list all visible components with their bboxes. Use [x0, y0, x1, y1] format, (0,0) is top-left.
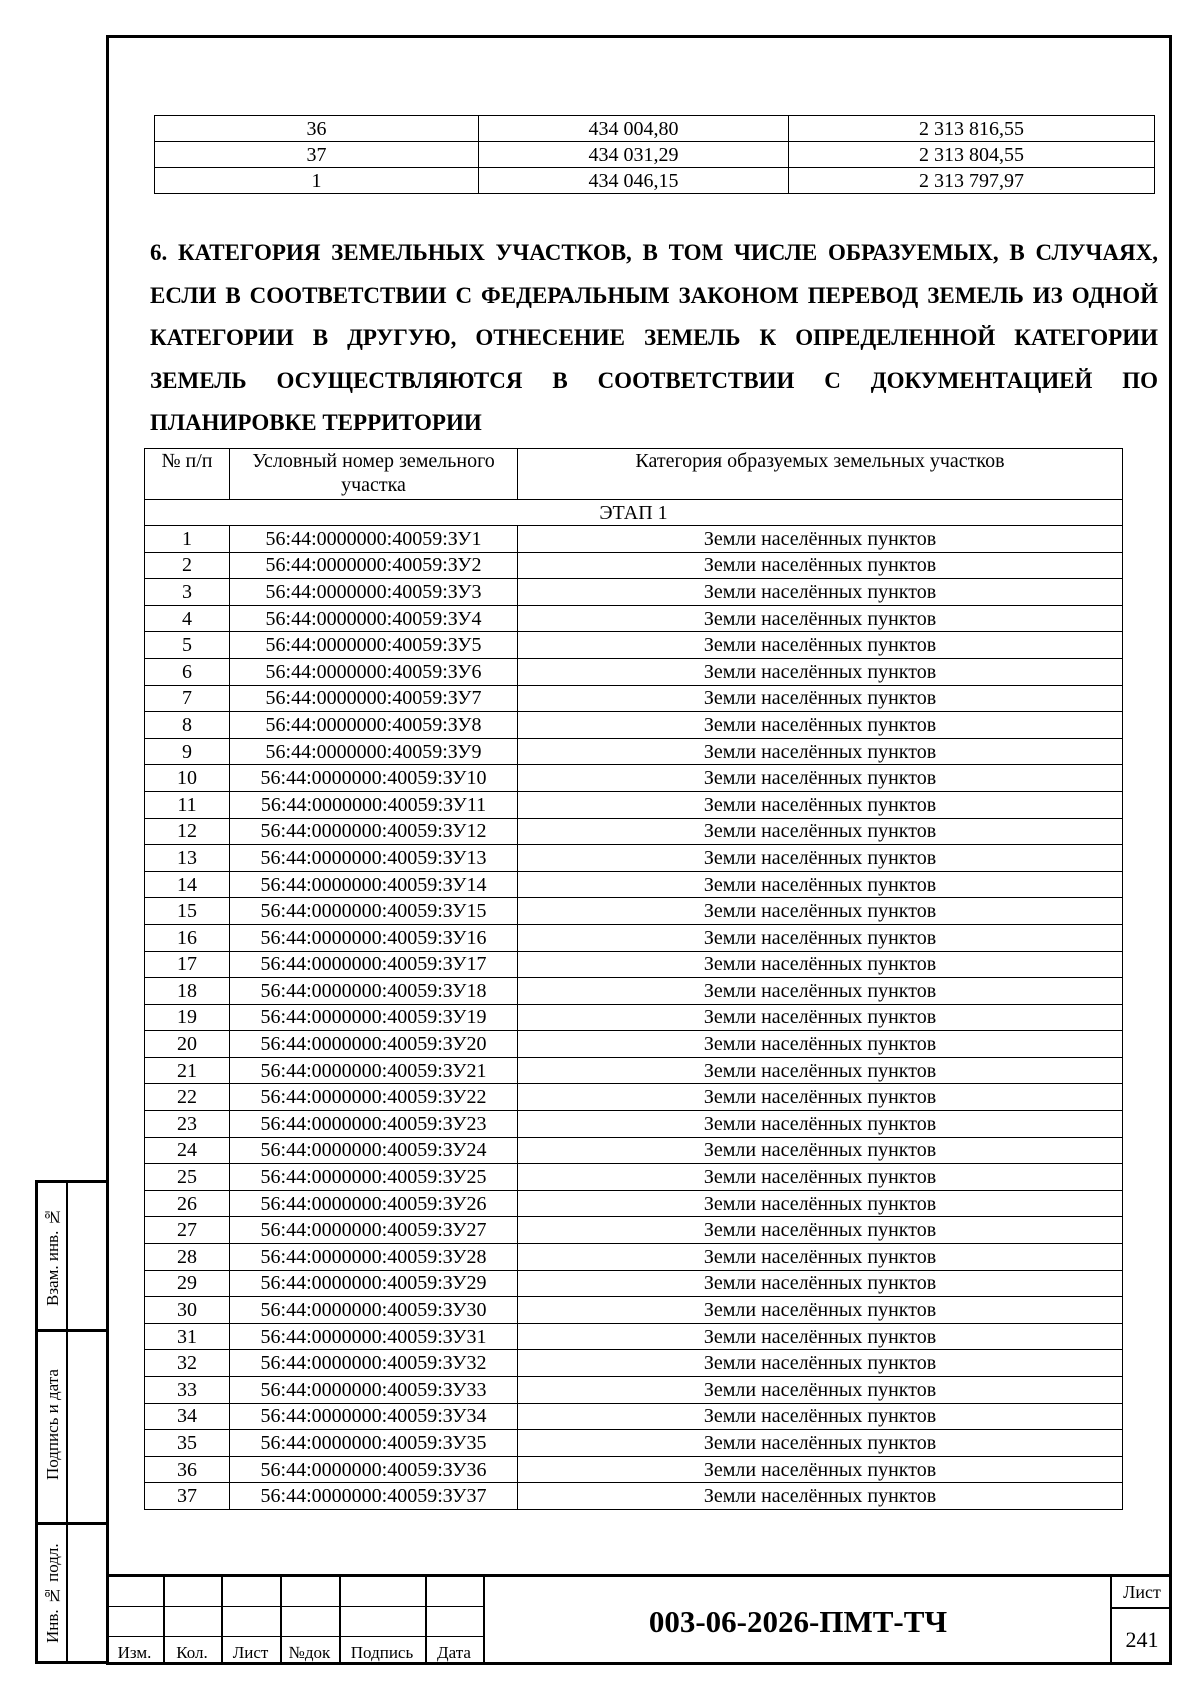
table-row	[145, 1244, 1123, 1271]
row-number: 2	[145, 552, 230, 579]
plot-id: 56:44:0000000:40059:ЗУ30	[230, 1297, 518, 1324]
plot-id: 56:44:0000000:40059:ЗУ21	[230, 1057, 518, 1084]
table-row	[145, 1137, 1123, 1164]
plot-id: 56:44:0000000:40059:ЗУ20	[230, 1031, 518, 1058]
table-row	[145, 1377, 1123, 1404]
plot-category: Земли населённых пунктов	[518, 1430, 1123, 1457]
plot-category: Земли населённых пунктов	[518, 871, 1123, 898]
row-number: 19	[145, 1004, 230, 1031]
row-number: 9	[145, 738, 230, 765]
row-number: 31	[145, 1323, 230, 1350]
plot-id: 56:44:0000000:40059:ЗУ16	[230, 924, 518, 951]
table-row	[145, 526, 1123, 553]
coordinates-table	[154, 115, 1155, 194]
row-number: 27	[145, 1217, 230, 1244]
table-row	[145, 1004, 1123, 1031]
col-date: Дата	[437, 1643, 471, 1662]
plot-category: Земли населённых пунктов	[518, 951, 1123, 978]
plot-id: 56:44:0000000:40059:ЗУ27	[230, 1217, 518, 1244]
plot-id: 56:44:0000000:40059:ЗУ22	[230, 1084, 518, 1111]
side-stamp-separator	[38, 1522, 109, 1525]
plot-category: Земли населённых пунктов	[518, 526, 1123, 553]
col-quantity: Кол.	[176, 1643, 208, 1662]
row-number: 8	[145, 712, 230, 739]
sheet-box-line	[1110, 1607, 1172, 1609]
coord-row	[155, 116, 1155, 142]
coord-x: 434 031,29	[479, 142, 789, 168]
document-code: 003-06-2026-ПМТ-ТЧ	[648, 1604, 948, 1639]
plot-category: Земли населённых пунктов	[518, 738, 1123, 765]
plot-category: Земли населённых пунктов	[518, 1377, 1123, 1404]
plot-id: 56:44:0000000:40059:ЗУ36	[230, 1456, 518, 1483]
table-row	[145, 1084, 1123, 1111]
plot-category: Земли населённых пунктов	[518, 1244, 1123, 1271]
table-row	[145, 579, 1123, 606]
table-row	[145, 818, 1123, 845]
row-number: 12	[145, 818, 230, 845]
plot-id: 56:44:0000000:40059:ЗУ5	[230, 632, 518, 659]
table-row	[145, 1430, 1123, 1457]
row-number: 23	[145, 1111, 230, 1138]
plot-id: 56:44:0000000:40059:ЗУ9	[230, 738, 518, 765]
plot-category: Земли населённых пунктов	[518, 1403, 1123, 1430]
table-row	[145, 951, 1123, 978]
coord-x: 434 004,80	[479, 116, 789, 142]
table-row	[145, 1190, 1123, 1217]
plot-category: Земли населённых пунктов	[518, 1164, 1123, 1191]
section-heading: 6. КАТЕГОРИЯ ЗЕМЕЛЬНЫХ УЧАСТКОВ, В ТОМ ЧИСЛЕ ОБРАЗУЕМЫХ, В СЛУЧАЯХ, ЕСЛИ В СООТВЕТСТВИИ С ФЕДЕРАЛЬНЫМ ЗАКОНОМ ПЕРЕВОД ЗЕМЕЛЬ ИЗ ОДНОЙ КАТЕГОРИИ В ДРУГУЮ, ОТНЕСЕНИЕ ЗЕМЕЛЬ К ОПРЕДЕЛЕННОЙ КАТЕГОРИИ ЗЕМЕЛЬ ОСУЩЕСТВЛЯЮТСЯ В СООТВЕТСТВИИ С ДОКУМЕНТАЦИЕЙ ПО ПЛАНИРОВКЕ ТЕРРИТОРИИ	[150, 240, 1158, 435]
row-number: 17	[145, 951, 230, 978]
plot-category: Земли населённых пунктов	[518, 791, 1123, 818]
plot-category: Земли населённых пунктов	[518, 924, 1123, 951]
plot-category: Земли населённых пунктов	[518, 818, 1123, 845]
title-block	[106, 1574, 1172, 1665]
row-number: 24	[145, 1137, 230, 1164]
row-number: 33	[145, 1377, 230, 1404]
row-number: 16	[145, 924, 230, 951]
row-number: 1	[145, 526, 230, 553]
table-row	[145, 898, 1123, 925]
row-number: 32	[145, 1350, 230, 1377]
row-number: 15	[145, 898, 230, 925]
plot-category: Земли населённых пунктов	[518, 1483, 1123, 1510]
coord-y: 2 313 816,55	[789, 116, 1155, 142]
row-number: 29	[145, 1270, 230, 1297]
row-number: 11	[145, 791, 230, 818]
row-number: 14	[145, 871, 230, 898]
row-number: 22	[145, 1084, 230, 1111]
plot-id: 56:44:0000000:40059:ЗУ8	[230, 712, 518, 739]
plot-id: 56:44:0000000:40059:ЗУ14	[230, 871, 518, 898]
row-number: 6	[145, 658, 230, 685]
table-row	[145, 712, 1123, 739]
plot-id: 56:44:0000000:40059:ЗУ19	[230, 1004, 518, 1031]
stage-row	[145, 500, 1123, 526]
table-row	[145, 658, 1123, 685]
table-row	[145, 924, 1123, 951]
row-number: 5	[145, 632, 230, 659]
plot-category: Земли населённых пунктов	[518, 1057, 1123, 1084]
table-row	[145, 1111, 1123, 1138]
table-row	[145, 1270, 1123, 1297]
table-row	[145, 1164, 1123, 1191]
plot-id: 56:44:0000000:40059:ЗУ33	[230, 1377, 518, 1404]
plot-id: 56:44:0000000:40059:ЗУ28	[230, 1244, 518, 1271]
header-plot-id: Условный номер земельного участка	[230, 449, 518, 500]
table-row	[145, 978, 1123, 1005]
plot-id: 56:44:0000000:40059:ЗУ26	[230, 1190, 518, 1217]
plot-id: 56:44:0000000:40059:ЗУ10	[230, 765, 518, 792]
table-row	[145, 1483, 1123, 1510]
title-block-col-line	[483, 1577, 485, 1665]
table-row	[145, 1456, 1123, 1483]
plot-id: 56:44:0000000:40059:ЗУ2	[230, 552, 518, 579]
plot-category: Земли населённых пунктов	[518, 685, 1123, 712]
table-row	[145, 765, 1123, 792]
coord-y: 2 313 804,55	[789, 142, 1155, 168]
col-sheet: Лист	[232, 1643, 269, 1662]
table-row	[145, 738, 1123, 765]
coord-row	[155, 168, 1155, 194]
plot-category: Земли населённых пунктов	[518, 898, 1123, 925]
plot-category: Земли населённых пунктов	[518, 1350, 1123, 1377]
plot-category: Земли населённых пунктов	[518, 712, 1123, 739]
row-number: 18	[145, 978, 230, 1005]
plot-id: 56:44:0000000:40059:ЗУ1	[230, 526, 518, 553]
row-number: 30	[145, 1297, 230, 1324]
land-plots-table	[144, 448, 1123, 1510]
header-category: Категория образуемых земельных участков	[518, 449, 1123, 500]
sheet-number: 241	[1125, 1627, 1159, 1652]
side-stamp-divider	[66, 1183, 68, 1661]
plot-category: Земли населённых пунктов	[518, 1190, 1123, 1217]
plot-category: Земли населённых пунктов	[518, 552, 1123, 579]
plot-category: Земли населённых пунктов	[518, 978, 1123, 1005]
plot-category: Земли населённых пунктов	[518, 579, 1123, 606]
table-row	[145, 605, 1123, 632]
plot-id: 56:44:0000000:40059:ЗУ31	[230, 1323, 518, 1350]
table-header-row	[145, 449, 1123, 500]
coord-row	[155, 142, 1155, 168]
plot-category: Земли населённых пунктов	[518, 1323, 1123, 1350]
stage-label: ЭТАП 1	[145, 500, 1123, 526]
plot-id: 56:44:0000000:40059:ЗУ13	[230, 845, 518, 872]
table-row	[145, 1323, 1123, 1350]
plot-id: 56:44:0000000:40059:ЗУ35	[230, 1430, 518, 1457]
plot-id: 56:44:0000000:40059:ЗУ25	[230, 1164, 518, 1191]
coord-x: 434 046,15	[479, 168, 789, 194]
row-number: 4	[145, 605, 230, 632]
table-row	[145, 1403, 1123, 1430]
row-number: 34	[145, 1403, 230, 1430]
sheet-label: Лист	[1123, 1582, 1161, 1602]
plot-category: Земли населённых пунктов	[518, 765, 1123, 792]
plot-category: Земли населённых пунктов	[518, 1137, 1123, 1164]
plot-id: 56:44:0000000:40059:ЗУ34	[230, 1403, 518, 1430]
row-number: 28	[145, 1244, 230, 1271]
row-number: 13	[145, 845, 230, 872]
point-number: 1	[155, 168, 479, 194]
replaced-inv-label: Взам. инв. №	[43, 1207, 62, 1307]
plot-category: Земли населённых пунктов	[518, 1031, 1123, 1058]
plot-id: 56:44:0000000:40059:ЗУ7	[230, 685, 518, 712]
plot-category: Земли населённых пунктов	[518, 1456, 1123, 1483]
plot-id: 56:44:0000000:40059:ЗУ4	[230, 605, 518, 632]
plot-category: Земли населённых пунктов	[518, 632, 1123, 659]
table-row	[145, 1350, 1123, 1377]
plot-id: 56:44:0000000:40059:ЗУ23	[230, 1111, 518, 1138]
signature-date-label: Подпись и дата	[43, 1369, 62, 1481]
plot-category: Земли населённых пунктов	[518, 845, 1123, 872]
table-row	[145, 1297, 1123, 1324]
plot-category: Земли населённых пунктов	[518, 658, 1123, 685]
plot-id: 56:44:0000000:40059:ЗУ15	[230, 898, 518, 925]
side-stamp-separator	[38, 1329, 109, 1332]
inv-original-label: Инв. № подл.	[43, 1543, 62, 1643]
table-row	[145, 552, 1123, 579]
row-number: 21	[145, 1057, 230, 1084]
plot-id: 56:44:0000000:40059:ЗУ12	[230, 818, 518, 845]
plot-category: Земли населённых пунктов	[518, 1270, 1123, 1297]
header-number: № п/п	[145, 449, 230, 500]
table-row	[145, 871, 1123, 898]
row-number: 20	[145, 1031, 230, 1058]
plot-category: Земли населённых пунктов	[518, 605, 1123, 632]
table-row	[145, 1031, 1123, 1058]
row-number: 7	[145, 685, 230, 712]
point-number: 37	[155, 142, 479, 168]
row-number: 35	[145, 1430, 230, 1457]
plot-id: 56:44:0000000:40059:ЗУ37	[230, 1483, 518, 1510]
plot-category: Земли населённых пунктов	[518, 1217, 1123, 1244]
col-signature: Подпись	[350, 1643, 414, 1662]
plot-id: 56:44:0000000:40059:ЗУ18	[230, 978, 518, 1005]
coord-y: 2 313 797,97	[789, 168, 1155, 194]
plot-id: 56:44:0000000:40059:ЗУ32	[230, 1350, 518, 1377]
row-number: 37	[145, 1483, 230, 1510]
col-doc-number: №док	[288, 1643, 331, 1662]
row-number: 26	[145, 1190, 230, 1217]
plot-id: 56:44:0000000:40059:ЗУ6	[230, 658, 518, 685]
table-row	[145, 685, 1123, 712]
plot-id: 56:44:0000000:40059:ЗУ3	[230, 579, 518, 606]
plot-id: 56:44:0000000:40059:ЗУ29	[230, 1270, 518, 1297]
table-row	[145, 1217, 1123, 1244]
table-row	[145, 1057, 1123, 1084]
plot-id: 56:44:0000000:40059:ЗУ17	[230, 951, 518, 978]
col-change: Изм.	[117, 1643, 152, 1662]
table-row	[145, 845, 1123, 872]
plot-id: 56:44:0000000:40059:ЗУ11	[230, 791, 518, 818]
plot-category: Земли населённых пунктов	[518, 1084, 1123, 1111]
plot-category: Земли населённых пунктов	[518, 1297, 1123, 1324]
row-number: 25	[145, 1164, 230, 1191]
side-stamp	[35, 1180, 109, 1664]
plot-category: Земли населённых пунктов	[518, 1004, 1123, 1031]
plot-category: Земли населённых пунктов	[518, 1111, 1123, 1138]
row-number: 3	[145, 579, 230, 606]
plot-id: 56:44:0000000:40059:ЗУ24	[230, 1137, 518, 1164]
table-row	[145, 791, 1123, 818]
table-row	[145, 632, 1123, 659]
point-number: 36	[155, 116, 479, 142]
row-number: 10	[145, 765, 230, 792]
row-number: 36	[145, 1456, 230, 1483]
